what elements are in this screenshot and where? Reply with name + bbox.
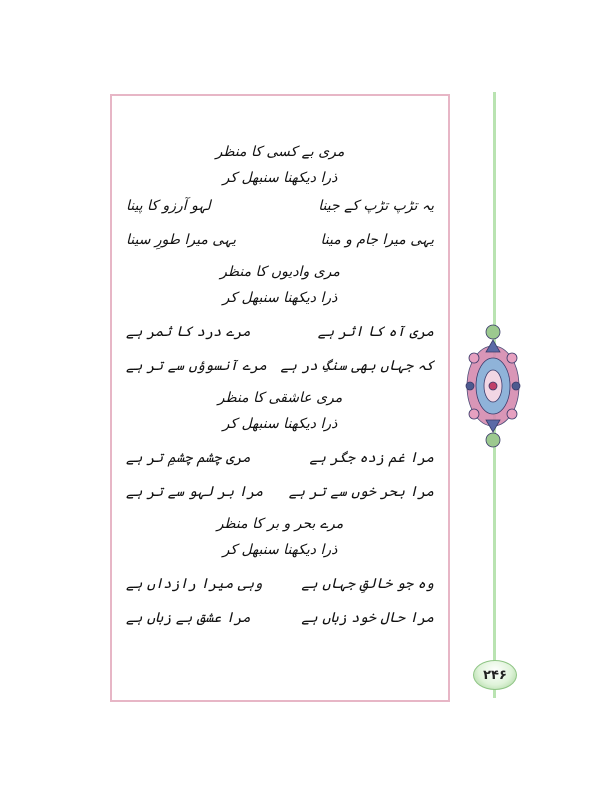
verse-right: مرا بحر خوں سے تر ہے (288, 484, 434, 500)
poem (112, 140, 448, 638)
couplet (112, 318, 448, 352)
stanza (112, 140, 448, 260)
refrain-line: مرے بحر و بر کا منظر (216, 516, 344, 532)
verse-right: مرا حال خود زباں ہے (301, 610, 434, 626)
verse-left: مرے آنسوؤں سے تر ہے (126, 358, 267, 374)
verse-left: مرے درد کا ثمر ہے (126, 324, 251, 340)
refrain-line: مری عاشقی کا منظر (217, 390, 343, 406)
verse-right: وہ جو خالقِ جہاں ہے (301, 576, 434, 592)
couplet (112, 352, 448, 386)
page-number-badge: ۲۴۶ (473, 660, 517, 690)
verse-right: مری آہ کا اثر ہے (317, 324, 434, 340)
couplet (112, 226, 448, 260)
verse-left: یہی میرا طورِ سینا (126, 232, 237, 248)
couplet (112, 604, 448, 638)
refrain-line: ذرا دیکھنا سنبھل کر (222, 416, 338, 432)
couplet (112, 444, 448, 478)
couplet (112, 570, 448, 604)
refrain-line: ذرا دیکھنا سنبھل کر (222, 170, 338, 186)
couplet (112, 478, 448, 512)
verse-left: مرا عشق بے زباں ہے (126, 610, 251, 626)
refrain-line: مری وادیوں کا منظر (220, 264, 340, 280)
verse-right: یہ تڑپ تڑپ کے جینا (318, 198, 434, 214)
verse-right: مرا غم زدہ جگر ہے (309, 450, 434, 466)
verse-left: لہو آرزو کا پینا (126, 198, 211, 214)
verse-left: مری چشم چشمِ تر ہے (126, 450, 251, 466)
refrain-line: ذرا دیکھنا سنبھل کر (222, 290, 338, 306)
floral-arabesque-icon (462, 318, 524, 454)
refrain-line: مری بے کسی کا منظر (215, 144, 345, 160)
stanza (112, 260, 448, 386)
verse-left: مرا بر لہو سے تر ہے (126, 484, 264, 500)
verse-right: یہی میرا جام و مینا (320, 232, 434, 248)
couplet (112, 192, 448, 226)
verse-right: کہ جہاں بھی سنگِ در ہے (280, 358, 434, 374)
verse-left: وہی میرا رازداں ہے (126, 576, 263, 592)
stanza (112, 386, 448, 512)
stanza (112, 512, 448, 638)
refrain-line: ذرا دیکھنا سنبھل کر (222, 542, 338, 558)
